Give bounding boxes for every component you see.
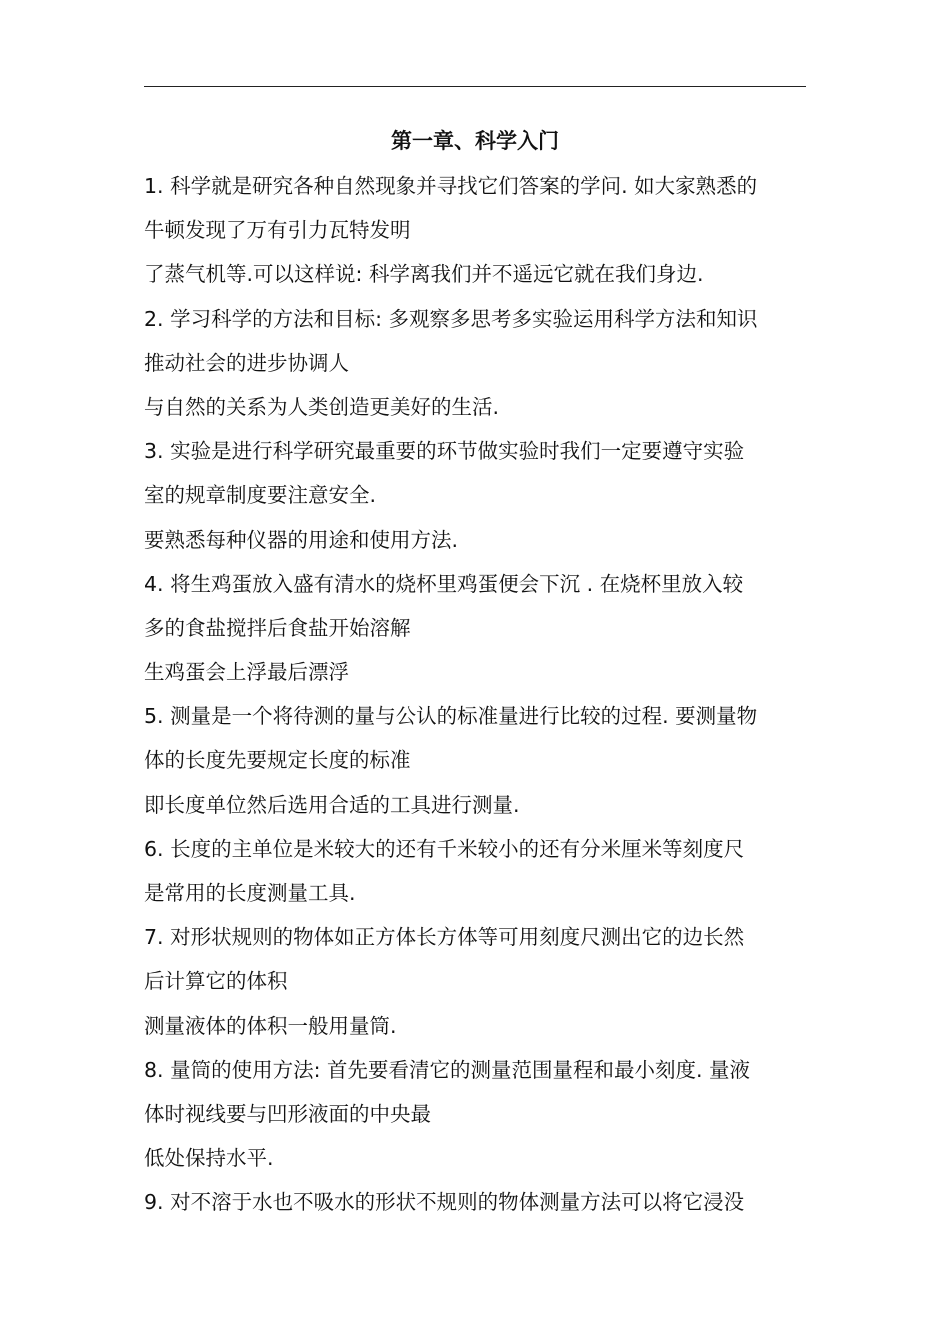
text-line: 体的长度先要规定长度的标准: [144, 748, 411, 773]
body-text: [144, 164, 806, 1225]
header-rule: [144, 86, 806, 87]
chapter-title: 第一章、科学入门: [391, 129, 559, 153]
text-line: 要熟悉每种仪器的用途和使用方法.: [144, 527, 459, 552]
text-line: 3. 实验是进行科学研究最重要的环节做实验时我们一定要遵守实验: [144, 439, 745, 464]
text-line: 推动社会的进步协调人: [144, 350, 349, 375]
text-line: 与自然的关系为人类创造更美好的生活.: [144, 394, 500, 419]
text-line: 生鸡蛋会上浮最后漂浮: [144, 660, 349, 685]
text-line: 测量液体的体积一般用量筒.: [144, 1013, 397, 1038]
text-line: 9. 对不溶于水也不吸水的形状不规则的物体测量方法可以将它浸没: [144, 1190, 745, 1215]
text-line: 即长度单位然后选用合适的工具进行测量.: [144, 792, 520, 817]
text-line: 了蒸气机等.可以这样说: 科学离我们并不遥远它就在我们身边.: [144, 262, 704, 287]
text-line: 后计算它的体积: [144, 969, 288, 994]
text-line: 6. 长度的主单位是米较大的还有千米较小的还有分米厘米等刻度尺: [144, 836, 745, 861]
text-line: 5. 测量是一个将待测的量与公认的标准量进行比较的过程. 要测量物: [144, 704, 758, 729]
text-line: 室的规章制度要注意安全.: [144, 483, 377, 508]
text-line: 低处保持水平.: [144, 1146, 274, 1171]
text-line: 4. 将生鸡蛋放入盛有清水的烧杯里鸡蛋便会下沉 . 在烧杯里放入较: [144, 571, 744, 596]
text-line: 是常用的长度测量工具.: [144, 881, 356, 905]
text-line: 1. 科学就是研究各种自然现象并寻找它们答案的学问. 如大家熟悉的: [144, 174, 758, 198]
text-line: 体时视线要与凹形液面的中央最: [144, 1101, 431, 1126]
text-line: 多的食盐搅拌后食盐开始溶解: [144, 615, 411, 640]
text-line: 8. 量筒的使用方法: 首先要看清它的测量范围量程和最小刻度. 量液: [144, 1057, 751, 1082]
text-line: 2. 学习科学的方法和目标: 多观察多思考多实验运用科学方法和知识: [144, 306, 758, 331]
text-line: 牛顿发现了万有引力瓦特发明: [144, 218, 411, 243]
text-line: 7. 对形状规则的物体如正方体长方体等可用刻度尺测出它的边长然: [144, 925, 745, 950]
